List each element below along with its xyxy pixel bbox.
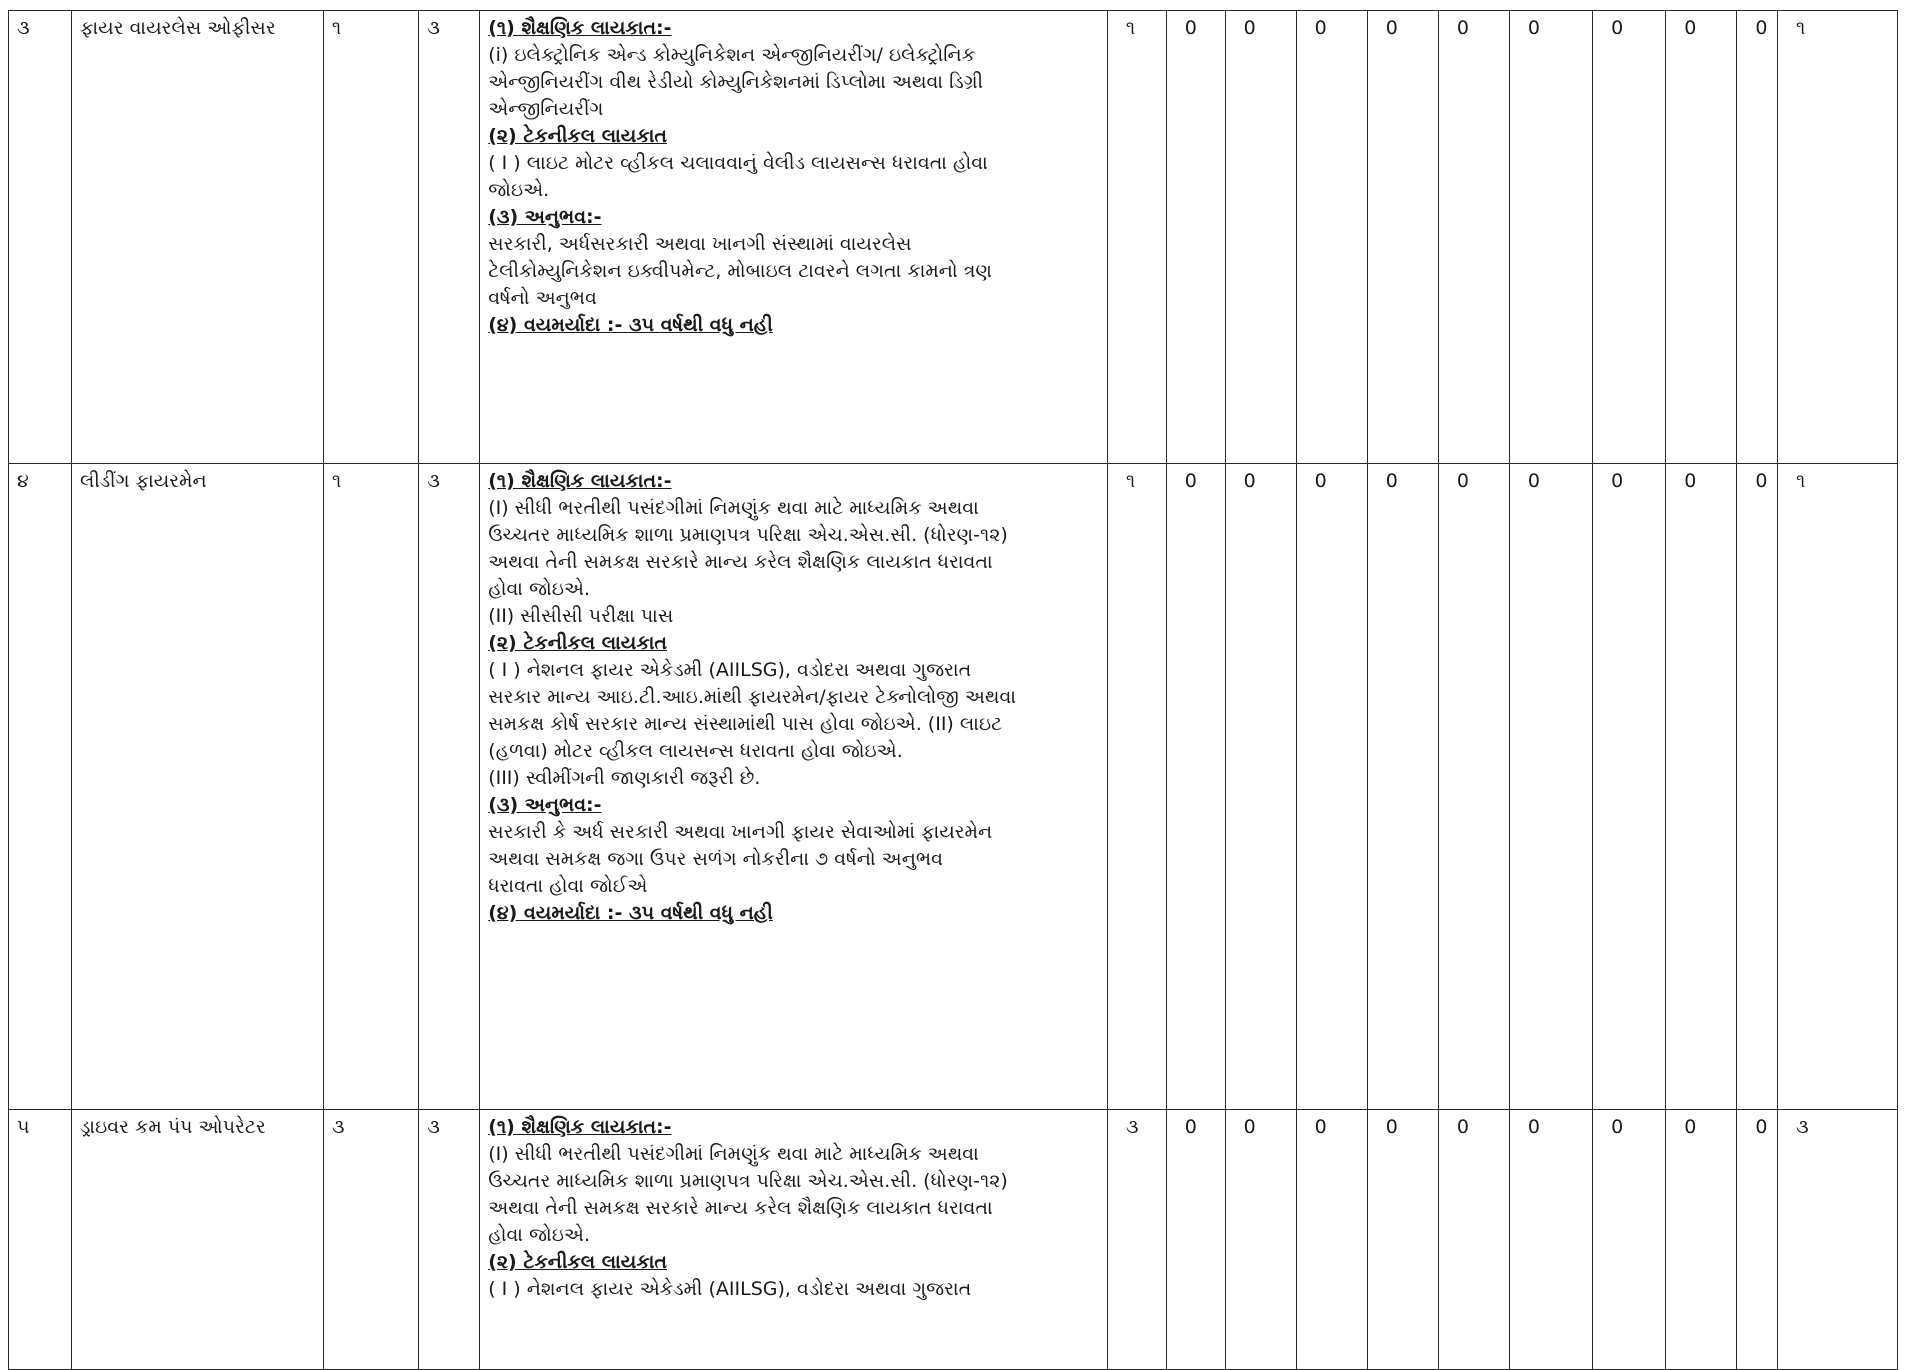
serial-number-cell: ૩	[9, 11, 72, 464]
serial-number-cell: ૫	[9, 1110, 72, 1370]
post-name-cell: ફાયર વાયરલેસ ઓફીસર	[71, 11, 323, 464]
category-count-cell: 0	[1296, 11, 1367, 464]
category-count-cell: ૧	[1777, 464, 1897, 1110]
category-count-cell: 0	[1666, 11, 1737, 464]
post-name-cell: ડ્રાઇવર કમ પંપ ઓપરેટર	[71, 1110, 323, 1370]
qualification-line: અથવા સમકક્ષ જગા ઉપર સળંગ નોકરીના ૭ વર્ષનો અનુભવ	[488, 848, 943, 870]
qualification-line: (i) ઇલેક્ટ્રોનિક એન્ડ કોમ્યુનિકેશન એન્જીનિયરીંગ/ ઇલેક્ટ્રોનિક	[488, 44, 976, 66]
qualification-line: જોઇએ.	[488, 179, 550, 201]
qualification-cell	[480, 11, 1108, 464]
recruitment-table	[8, 10, 1898, 1370]
category-count-cell: 0	[1225, 1110, 1296, 1370]
category-count-cell: 0	[1509, 11, 1592, 464]
table-row	[9, 464, 1898, 1110]
qualification-line: હોવા જોઇએ.	[488, 1224, 591, 1246]
category-count-cell: 0	[1225, 464, 1296, 1110]
table-row	[9, 11, 1898, 464]
category-count-cell: 0	[1296, 464, 1367, 1110]
education-heading: (૧) શૈક્ષણિક લાયકાત:-	[488, 17, 672, 39]
category-count-cell: ૩	[1107, 1110, 1166, 1370]
technical-heading: (૨) ટેકનીકલ લાયકાત	[488, 125, 668, 147]
qualification-line: (હળવા) મોટર વ્હીકલ લાયસન્સ ધરાવતા હોવા જોઇએ.	[488, 740, 903, 762]
category-count-cell: 0	[1737, 1110, 1778, 1370]
qualification-cell	[480, 464, 1108, 1110]
category-count-cell: 0	[1666, 464, 1737, 1110]
count-cell: ૧	[323, 11, 418, 464]
qualification-line: ( I ) લાઇટ મોટર વ્હીકલ ચલાવવાનું વેલીડ લાયસન્સ ધરાવતા હોવા	[488, 152, 988, 174]
category-count-cell: ૩	[1777, 1110, 1897, 1370]
category-count-cell: 0	[1438, 1110, 1509, 1370]
category-count-cell: 0	[1367, 11, 1438, 464]
qualification-line: એન્જીનિયરીંગ	[488, 98, 604, 120]
table-row	[9, 1110, 1898, 1370]
count-cell: ૩	[419, 464, 480, 1110]
count-cell: ૩	[419, 1110, 480, 1370]
category-count-cell: 0	[1593, 464, 1666, 1110]
category-count-cell: ૧	[1777, 11, 1897, 464]
technical-heading: (૨) ટેકનીકલ લાયકાત	[488, 1251, 668, 1273]
qualification-line: ધરાવતા હોવા જોઈએ	[488, 875, 648, 897]
education-heading: (૧) શૈક્ષણિક લાયકાત:-	[488, 1116, 672, 1138]
qualification-line: (I) સીધી ભરતીથી પસંદગીમાં નિમણુંક થવા માટે માધ્યમિક અથવા	[488, 497, 979, 519]
category-count-cell: 0	[1438, 11, 1509, 464]
qualification-line: (II) સીસીસી પરીક્ષા પાસ	[488, 605, 674, 627]
education-heading: (૧) શૈક્ષણિક લાયકાત:-	[488, 470, 672, 492]
qualification-line: ઉચ્ચતર માધ્યમિક શાળા પ્રમાણપત્ર પરિક્ષા એચ.એસ.સી. (ધોરણ-૧૨)	[488, 1170, 1008, 1192]
technical-heading: (૨) ટેકનીકલ લાયકાત	[488, 632, 668, 654]
count-cell: ૩	[323, 1110, 418, 1370]
count-cell: ૧	[323, 464, 418, 1110]
category-count-cell: 0	[1666, 1110, 1737, 1370]
category-count-cell: 0	[1438, 464, 1509, 1110]
table-body	[9, 11, 1898, 1370]
qualification-line: ઉચ્ચતર માધ્યમિક શાળા પ્રમાણપત્ર પરિક્ષા એચ.એસ.સી. (ધોરણ-૧૨)	[488, 524, 1008, 546]
category-count-cell: 0	[1593, 1110, 1666, 1370]
category-count-cell: 0	[1225, 11, 1296, 464]
qualification-line: ટેલીકોમ્યુનિકેશન ઇક્વીપમેન્ટ, મોબાઇલ ટાવરને લગતા કામનો ત્રણ	[488, 260, 992, 282]
experience-heading: (૩) અનુભવ:-	[488, 794, 602, 816]
qualification-line: સરકારી કે અર્ધ સરકારી અથવા ખાનગી ફાયર સેવાઓમાં ફાયરમેન	[488, 821, 993, 843]
category-count-cell: 0	[1593, 11, 1666, 464]
category-count-cell: 0	[1166, 11, 1225, 464]
category-count-cell: 0	[1509, 464, 1592, 1110]
experience-heading: (૩) અનુભવ:-	[488, 206, 602, 228]
qualification-line: ( I ) નેશનલ ફાયર એકેડમી (AIILSG), વડોદરા અથવા ગુજરાત	[488, 1278, 972, 1300]
qualification-line: વર્ષનો અનુભવ	[488, 287, 597, 309]
category-count-cell: 0	[1509, 1110, 1592, 1370]
post-name-cell: લીડીંગ ફાયરમેન	[71, 464, 323, 1110]
qualification-line: એન્જીનિયરીંગ વીથ રેડીયો કોમ્યુનિકેશનમાં ડિપ્લોમા અથવા ડિગ્રી	[488, 71, 984, 93]
category-count-cell: ૧	[1107, 11, 1166, 464]
qualification-line: ( I ) નેશનલ ફાયર એકેડમી (AIILSG), વડોદરા અથવા ગુજરાત	[488, 659, 972, 681]
qualification-line: (I) સીધી ભરતીથી પસંદગીમાં નિમણુંક થવા માટે માધ્યમિક અથવા	[488, 1143, 979, 1165]
qualification-line: સરકાર માન્ય આઇ.ટી.આઇ.માંથી ફાયરમેન/ફાયર ટેક્નોલોજી અથવા	[488, 686, 1016, 708]
category-count-cell: 0	[1166, 464, 1225, 1110]
qualification-line: સમકક્ષ કોર્ષ સરકાર માન્ય સંસ્થામાંથી પાસ હોવા જોઇએ. (II) લાઇટ	[488, 713, 1003, 735]
category-count-cell: 0	[1166, 1110, 1225, 1370]
category-count-cell: 0	[1367, 464, 1438, 1110]
age-limit-heading: (૪) વયમર્યાદા :- ૩૫ વર્ષથી વધુ નહી	[488, 902, 773, 924]
qualification-line: સરકારી, અર્ધસરકારી અથવા ખાનગી સંસ્થામાં વાયરલેસ	[488, 233, 912, 255]
qualification-line: (III) સ્વીમીંગની જાણકારી જરૂરી છે.	[488, 767, 761, 789]
count-cell: ૩	[419, 11, 480, 464]
qualification-cell	[480, 1110, 1108, 1370]
category-count-cell: 0	[1367, 1110, 1438, 1370]
qualification-line: અથવા તેની સમકક્ષ સરકારે માન્ય કરેલ શૈક્ષણિક લાયકાત ધરાવતા	[488, 1197, 993, 1219]
category-count-cell: 0	[1737, 464, 1778, 1110]
category-count-cell: 0	[1296, 1110, 1367, 1370]
qualification-line: હોવા જોઇએ.	[488, 578, 591, 600]
serial-number-cell: ૪	[9, 464, 72, 1110]
qualification-line: અથવા તેની સમકક્ષ સરકારે માન્ય કરેલ શૈક્ષણિક લાયકાત ધરાવતા	[488, 551, 993, 573]
category-count-cell: 0	[1737, 11, 1778, 464]
age-limit-heading: (૪) વયમર્યાદા :- ૩૫ વર્ષથી વધુ નહી	[488, 314, 773, 336]
category-count-cell: ૧	[1107, 464, 1166, 1110]
